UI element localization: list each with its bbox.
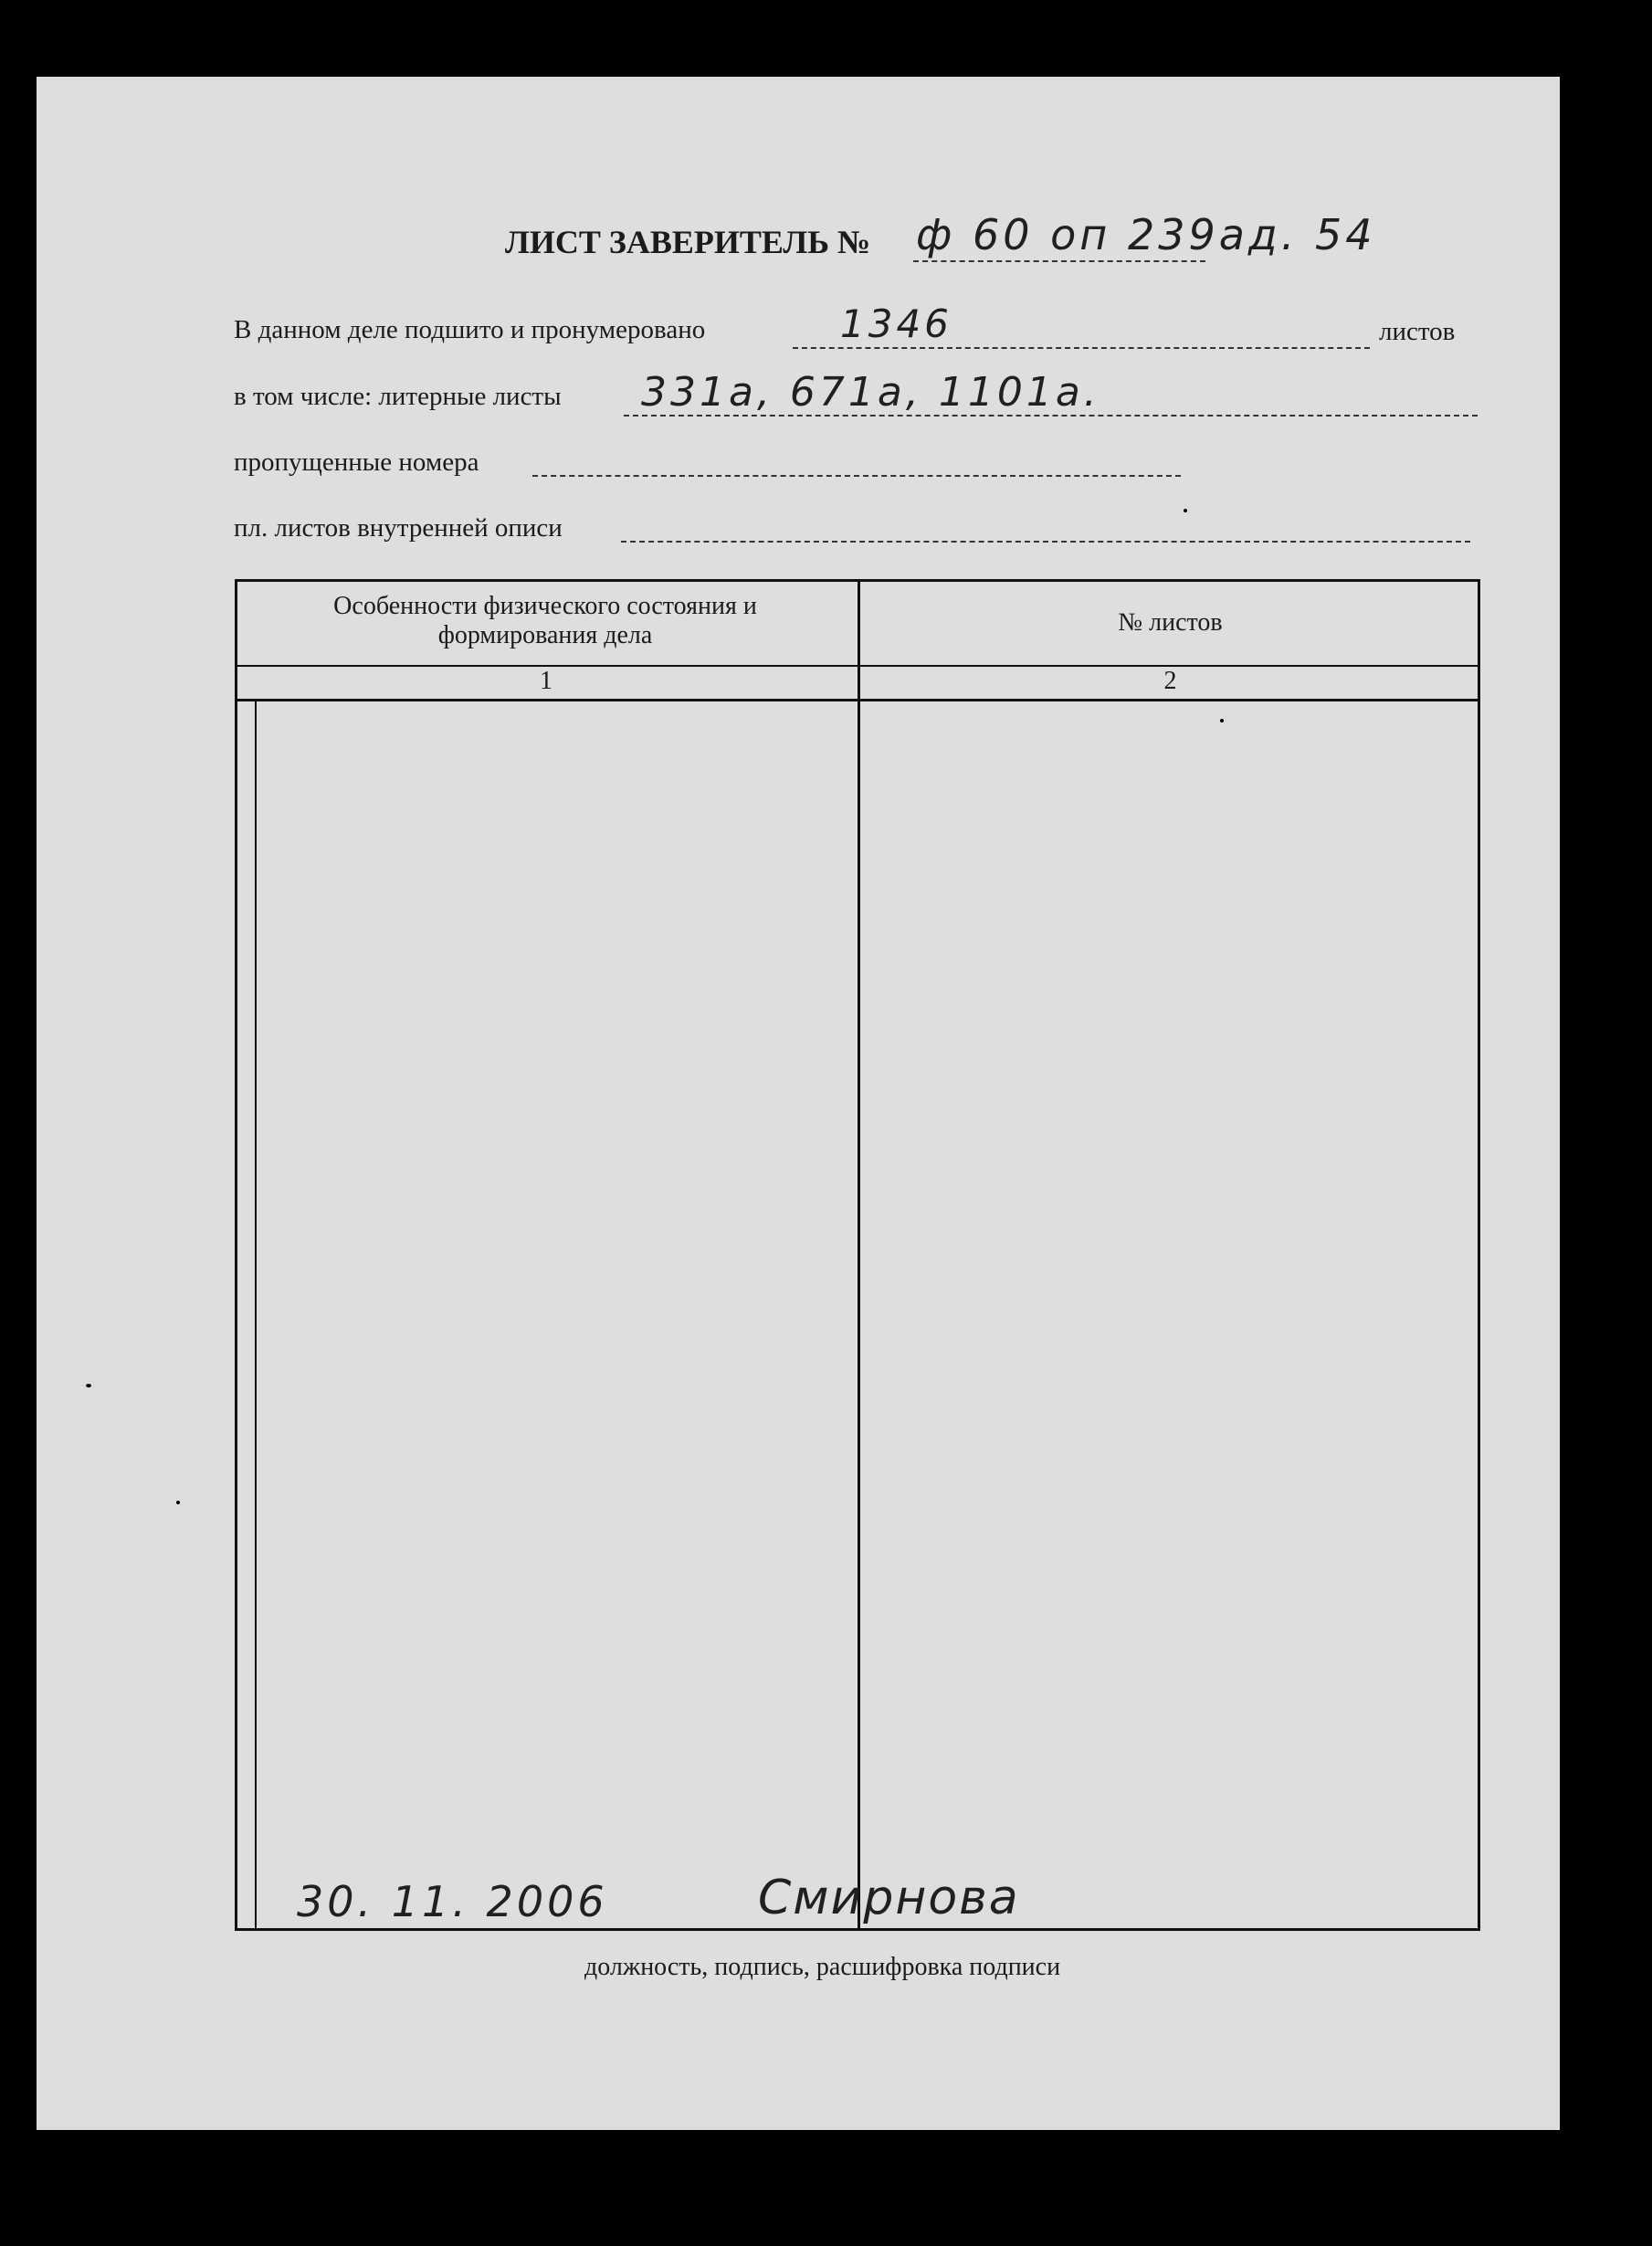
literal-sheets-value: 331а, 671а, 1101а. (641, 369, 1100, 416)
sheets-total-value: 1346 (840, 301, 952, 346)
scan-speck (176, 1501, 180, 1504)
table-border-right (1478, 579, 1480, 1931)
literal-sheets-underline (624, 415, 1478, 417)
scan-speck (999, 36, 1004, 40)
title-handwritten-number: ф 60 оп 239ад. 54 (916, 210, 1376, 259)
table-inner-left-line (255, 701, 257, 1931)
scan-speck (1184, 509, 1187, 512)
sheets-total-label: В данном деле подшито и пронумеровано (234, 315, 706, 344)
table-col2-number: 2 (1163, 667, 1177, 695)
scan-speck (86, 1384, 91, 1387)
missing-numbers-label: пропущенные номера (234, 448, 479, 477)
table-column-divider (858, 579, 860, 1931)
signature-caption: должность, подпись, расшифровка подписи (584, 1953, 1061, 1981)
table-col1-header: Особенности физического состояния и формирования дела (333, 592, 757, 649)
condition-table (235, 579, 1480, 1931)
literal-sheets-label: в том числе: литерные листы (234, 382, 562, 411)
inner-inventory-label: пл. листов внутренней описи (234, 513, 563, 543)
missing-numbers-underline (532, 475, 1181, 477)
signature: Смирнова (758, 1871, 1020, 1925)
document-title: ЛИСТ ЗАВЕРИТЕЛЬ № (505, 224, 871, 260)
scan-speck (1220, 719, 1224, 722)
sheets-total-underline (793, 347, 1370, 349)
scan-speck (543, 2167, 551, 2174)
scan-speck (1611, 1472, 1614, 1482)
table-col2-header: № листов (1118, 608, 1223, 637)
sheets-total-suffix: листов (1379, 317, 1456, 346)
inner-inventory-underline (621, 541, 1470, 543)
title-underline (913, 260, 1205, 262)
table-col1-number: 1 (540, 667, 552, 695)
signature-date: 30. 11. 2006 (297, 1877, 608, 1926)
table-border-left (235, 579, 237, 1931)
